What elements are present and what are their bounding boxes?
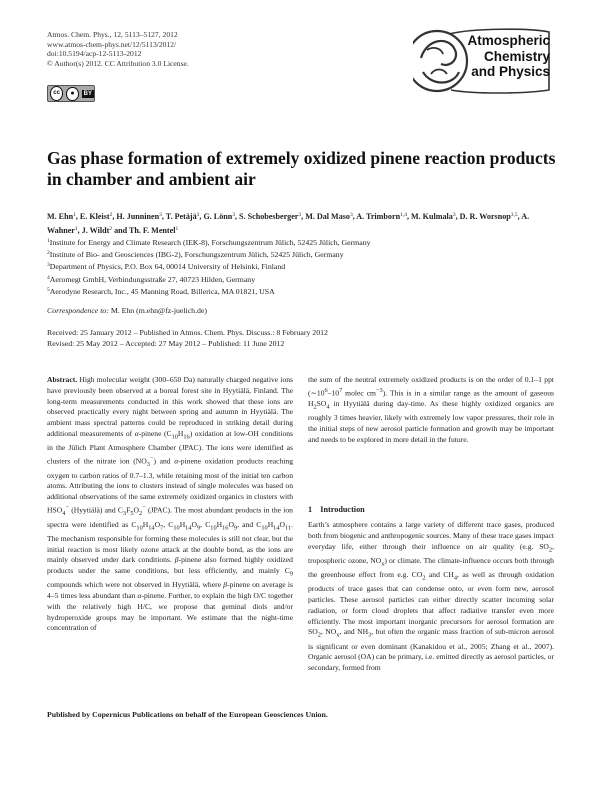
affiliation-item xyxy=(47,260,557,272)
author-name: E. Kleist xyxy=(79,212,110,221)
section-heading-introduction: 1 Introduction xyxy=(308,505,365,514)
introduction-text: Earth’s atmosphere contains a large variety of different trace gases, produced both from biogenic and anthropogenic sources. Many of these trace gases impact everyday life, either through their influence on air quality (e.g. $SO_2$, tropospheric ozone, $NO_x$) or climate. The climate-influence occurs both through the greenhouse effect from e.g. $CO_2$ and $CH_4$, as well as through oxidation products of trace gases that can condense onto, or even form new, aerosol particles. These aerosol particles can either directly scatter incoming solar radiation, or form cloud droplets that affect radiative transfer even more efficiently. The most important inorganic precursors for aerosol formation are $SO_2$, $NO_x$, and $NH_3$, but often the organic mass fraction of sub-micron aerosol is significant or even dominant (Kanakidou et al., 2005; Zhang et al., 2007). Organic aerosol (OA) can be primary, i.e. emitted directly as aerosol particles, or secondary, formed from xyxy=(308,520,554,673)
abstract-continued: the sum of the neutral extremely oxidized products is on the order of 0.1–1 ppt ($\sim 10^6-10^7$ molec $cm^{-3}$). This is in a similar range as the amount of gaseous $H_2SO_4$ in Hyytiälä during day-time. As these highly oxidized organics are roughly 3 times heavier, likely with extremely low vapor pressures, their role in the initial steps of new aerosol particle formation and growth may be important and needs to be explored in more detail in the future. xyxy=(308,375,554,444)
abstract: Abstract. High molecular weight (300–650 Da) naturally charged negative ions have previously been observed at a boreal forest site in Hyytiälä, Finland. The long-term measurements conducted in this work showed that these ions are observed practically every night between spring and autumn in Hyytiälä. The ambient mass spectral patterns could be reproduced in striking detail during additional measurements of α-pinene $(C_{10}H_{16})$ oxidation at low-OH conditions in the Jülich Plant Atmosphere Chamber (JPAC). The ions were identified as clusters of the nitrate ion $(NO_3^-)$ and α-pinene oxidation products reaching oxygen to carbon ratios of 0.7–1.3, while retaining most of the initial ten carbon atoms. Attributing the ions to clusters instead of single molecules was based on additional observations of the same extremely oxidized organics in clusters with $HSO_4^-$ (Hyytiälä) and $C_3F_5O_2^-$ (JPAC). The most abundant products in the ion spectra were identified as $C_{10}H_{14}O_7$, $C_{10}H_{14}O_9$, $C_{10}H_{16}O_9$, and $C_{10}H_{14}O_{11}$. The mechanism responsible for forming these molecules is still not clear, but the initial reaction is most likely ozone attack at the double bond, as the ions are mainly observed under dark conditions. β-pinene also formed highly oxidized products under the same conditions, but less efficiently, and mainly $C_9$ compounds which were not observed in Hyytiälä, where β-pinene on average is 4–5 times less abundant than α-pinene. Further, to explain the high O/C together with the relatively high H/C, we propose that geminal diols and/or hydroperoxide groups may be important. We estimate that the night-time concentration of xyxy=(47,375,294,633)
license-text: © Author(s) 2012. CC Attribution 3.0 License. xyxy=(47,58,189,68)
affiliation-text: Department of Physics, P.O. Box 64, 00014 University of Helsinki, Finland xyxy=(49,262,286,272)
author-name: H. Junninen xyxy=(116,212,160,221)
author-affiliation-marker: 1 xyxy=(74,226,78,233)
received-line: Received: 25 January 2012 – Published in Atmos. Chem. Phys. Discuss.: 8 February 2012 xyxy=(47,328,328,337)
author-affiliation-marker: 2 xyxy=(109,212,113,218)
author-affiliation-marker: 3 xyxy=(298,212,302,218)
author-name: J. Wildt xyxy=(81,226,110,236)
journal-citation: Atmos. Chem. Phys., 12, 5113–5127, 2012 xyxy=(47,30,178,39)
author-name: M. Dal Maso xyxy=(305,212,350,221)
author-affiliation-marker: 2 xyxy=(109,226,113,233)
author-affiliation-marker: 1,4 xyxy=(400,212,407,218)
affiliation-number: 2 xyxy=(47,250,50,257)
logo-line-1: Atmospheric xyxy=(467,33,550,48)
person-icon: ● xyxy=(66,87,78,101)
affiliation-text: Institute for Energy and Climate Research (IEK-8), Forschungszentrum Jülich, 52425 Jülich, Germany xyxy=(49,238,371,247)
logo-line-3: and Physics xyxy=(471,64,550,79)
affiliation-item xyxy=(47,285,557,297)
author-affiliation-marker: 3 xyxy=(232,212,235,218)
affiliation-number: 4 xyxy=(47,274,50,281)
doi[interactable]: doi:10.5194/acp-12-5113-2012 xyxy=(47,49,142,59)
cc-license-badge[interactable] xyxy=(47,85,95,102)
author-affiliation-marker: 3 xyxy=(159,212,162,218)
affiliation-item xyxy=(47,236,557,248)
author-name: T. Petäjä xyxy=(165,212,197,221)
author-name: G. Lönn xyxy=(203,212,233,221)
affiliation-number: 3 xyxy=(47,262,50,269)
author-affiliation-marker: 3 xyxy=(349,212,353,218)
affiliation-number: 1 xyxy=(47,238,50,244)
affiliation-item xyxy=(47,273,557,285)
affiliation-text: Aeromegt GmbH, Verbindungsstraße 27, 40723 Hilden, Germany xyxy=(49,274,256,284)
correspondence-email[interactable]: M. Ehn (m.ehn@fz-juelich.de) xyxy=(110,306,207,315)
author-affiliation-marker: 3,5 xyxy=(510,212,518,218)
affiliation-text: Aerodyne Research, Inc., 45 Manning Road, Billerica, MA 01821, USA xyxy=(49,286,275,296)
author-affiliation-marker: 3 xyxy=(452,212,456,218)
author-name: M. Ehn xyxy=(47,212,74,221)
journal-header xyxy=(47,30,189,68)
publication-dates xyxy=(47,327,328,349)
author-name: A. Trimborn xyxy=(356,212,401,221)
logo-line-2: Chemistry xyxy=(483,48,550,64)
affiliation-item xyxy=(47,248,557,260)
author-affiliation-marker: 1 xyxy=(73,212,76,218)
paper-title: Gas phase formation of extremely oxidized pinene reaction products in chamber and ambient air xyxy=(47,148,556,189)
abstract-label: Abstract. xyxy=(47,375,78,384)
author-name: D. R. Worsnop xyxy=(459,212,511,221)
affiliation-list xyxy=(47,236,557,297)
journal-url[interactable]: www.atmos-chem-phys.net/12/5113/2012/ xyxy=(47,39,177,49)
affiliation-number: 5 xyxy=(47,286,50,293)
author-name: M. Kulmala xyxy=(411,212,453,221)
author-name: and Th. F. Mentel xyxy=(114,226,176,236)
publisher-footer: Published by Copernicus Publications on behalf of the European Geosciences Union. xyxy=(47,710,328,719)
correspondence-label: Correspondence to: xyxy=(47,306,109,315)
cc-by-label: BY xyxy=(83,90,92,97)
author-list: M. Ehn$^1$, E. Kleist$^2$, H. Junninen$^3$, T. Petäjä$^3$, G. Lönn$^3$, S. Schobesberger$^3$, M. Dal Maso$^3$, A. Trimborn$^{1,4}$, M. Kulmala$^3$, D. R. Worsnop$^{3,5}$, A. Wahner$^1$, J. Wildt$^2$ and Th. F. Mentel$^1$ xyxy=(47,212,530,236)
affiliation-text: Institute of Bio- and Geosciences (IBG-2), Forschungszentrum Jülich, 52425 Jülich, Germany xyxy=(49,250,344,260)
revised-line: Revised: 25 May 2012 – Accepted: 27 May 2012 – Published: 11 June 2012 xyxy=(47,339,285,349)
author-affiliation-marker: 3 xyxy=(196,212,200,218)
author-name: A. Wahner xyxy=(47,212,530,236)
cc-icon: cc xyxy=(50,86,63,101)
journal-logo-text xyxy=(456,33,550,80)
author-affiliation-marker: 1 xyxy=(175,226,179,233)
correspondence xyxy=(47,306,207,315)
author-name: S. Schobesberger xyxy=(239,212,299,221)
